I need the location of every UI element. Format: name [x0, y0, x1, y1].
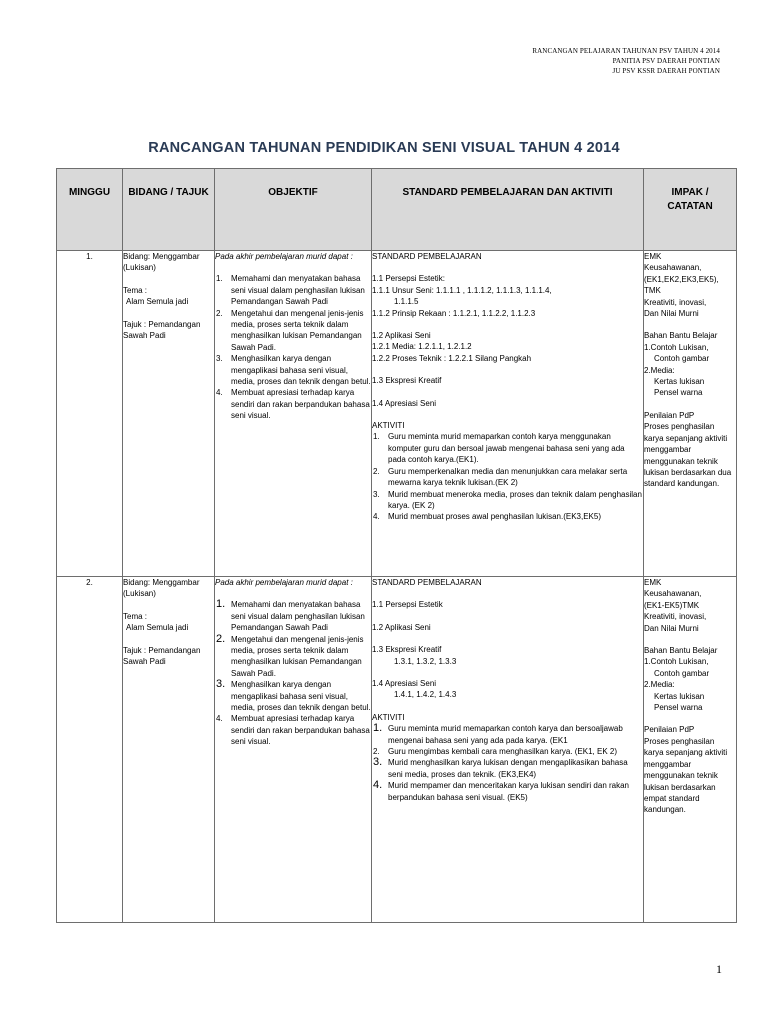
list-item: 2. Guru mengimbas kembali cara menghasilkan karya. (EK1, EK 2) [373, 747, 617, 757]
header-line-2: PANITIA PSV DAERAH PONTIAN [612, 57, 720, 65]
list-item: 3. Menghasilkan karya dengan mengaplikasi bahasa seni visual, media, proses dan teknik dengan betul. [216, 354, 371, 387]
list-item: 3. Murid membuat meneroka media, proses dan teknik dalam penghasilan karya. (EK 2) [373, 489, 642, 510]
tema-label: Tema : [123, 285, 148, 295]
table-row [57, 251, 737, 577]
emk-line: Dan Nilai Murni [644, 309, 699, 319]
col-header-bidang: BIDANG / TAJUK [123, 169, 215, 251]
penilaian-text: Proses penghasilan karya sepanjang aktiviti menggambar menggunakan teknik lukisan berdasarkan dua standard kandungan. [644, 422, 732, 489]
sp-heading: STANDARD PEMBELAJARAN [372, 578, 482, 587]
list-item: 4. Murid membuat proses awal penghasilan lukisan.(EK3,EK5) [373, 512, 601, 522]
header-line-1: RANCANGAN PELAJARAN TAHUNAN PSV TAHUN 4 2014 [532, 47, 720, 55]
impak-cell [644, 251, 737, 577]
yearly-plan-table [56, 168, 737, 923]
list-item: 4. Murid mempamer dan menceritakan karya lukisan sendiri dan rakan berpandukan bahasa seni visual. (EK5) [373, 779, 629, 802]
aktiviti-heading: AKTIVITI [372, 421, 405, 431]
tema-text: Alam Semula jadi [126, 623, 189, 633]
sp-1-2: 1.2 Aplikasi Seni [372, 622, 431, 632]
standard-cell [372, 577, 644, 923]
penilaian-text: Proses penghasilan karya sepanjang aktiviti menggambar menggunakan teknik lukisan berdasarkan empat standard kandungan. [644, 736, 728, 815]
objektif-intro: Pada akhir pembelajaran murid dapat : [215, 252, 353, 261]
bbb-line: 2.Media: [644, 680, 675, 690]
list-item: 4. Membuat apresiasi terhadap karya sendiri dan rakan berpandukan bahasa seni visual. [216, 714, 370, 747]
bbb-line: 1.Contoh Lukisan, [644, 657, 709, 667]
bidang-cell [123, 577, 215, 923]
emk-line: Kreativiti, inovasi, [644, 297, 707, 307]
list-item: 2. Guru memperkenalkan media dan menunjukkan cara melakar serta mewarna karya teknik lukisan.(EK 2) [373, 466, 628, 488]
impak-cell [644, 577, 737, 923]
sp-1-2-1: 1.2.1 Media: 1.2.1.1, 1.2.1.2 [372, 342, 472, 352]
emk-line: TMK [644, 286, 661, 296]
emk-label: EMK [644, 252, 662, 261]
sp-1-2: 1.2 Aplikasi Seni [372, 331, 431, 341]
bbb-line: 1.Contoh Lukisan, [644, 342, 709, 352]
bbb-line: Kertas lukisan [654, 377, 705, 387]
sp-1-1-2: 1.1.2 Prinsip Rekaan : 1.1.2.1, 1.1.2.2, 1.1.2.3 [372, 308, 536, 318]
objektif-list [215, 273, 371, 421]
emk-line: Keusahawanan, [644, 589, 702, 599]
bidang-text: Bidang: Menggambar (Lukisan) [123, 578, 200, 599]
emk-line: Dan Nilai Murni [644, 623, 699, 633]
standard-cell [372, 251, 644, 577]
objektif-cell [215, 577, 372, 923]
sp-1-1: 1.1 Persepsi Estetik: [372, 274, 445, 284]
table-row [57, 577, 737, 923]
emk-line: Keusahawanan, [644, 263, 702, 273]
sp-1-3: 1.3 Ekspresi Kreatif [372, 376, 442, 386]
list-item: 4. Membuat apresiasi terhadap karya sendiri dan rakan berpandukan bahasa seni visual. [216, 388, 370, 421]
sp-1-4-values: 1.4.1, 1.4.2, 1.4.3 [394, 690, 457, 700]
tajuk-text: Tajuk : Pemandangan Sawah Padi [123, 319, 201, 341]
document-title: RANCANGAN TAHUNAN PENDIDIKAN SENI VISUAL TAHUN 4 2014 [148, 140, 620, 156]
bbb-line: Pensel warna [654, 703, 703, 713]
table-header-row [57, 169, 737, 251]
list-item: 3. Menghasilkan karya dengan mengaplikasi bahasa seni visual, media, proses dan teknik dengan betul. [216, 678, 371, 713]
list-item: 1. Guru meminta murid memaparkan contoh karya menggunakan komputer guru dan bersoal jawab mengenai bahasa seni yang ada pada contoh karya.(EK1). [373, 432, 625, 465]
penilaian-label: Penilaian PdP [644, 725, 695, 735]
objektif-list [215, 599, 371, 747]
emk-label: EMK [644, 578, 662, 587]
sp-1-1: 1.1 Persepsi Estetik [372, 600, 443, 610]
bbb-line: 2.Media: [644, 365, 675, 375]
tema-text: Alam Semula jadi [126, 297, 189, 307]
list-item: 2. Mengetahui dan mengenal jenis-jenis media, proses serta teknik dalam menghasilkan lukisan Pemandangan Sawah Padi. [216, 632, 364, 678]
list-item: 1. Guru meminta murid memaparkan contoh karya dan bersoaljawab mengenai bahasa seni yang ada pada karya. (EK1 [373, 722, 623, 745]
sp-1-3-values: 1.3.1, 1.3.2, 1.3.3 [394, 656, 457, 666]
bbb-label: Bahan Bantu Belajar [644, 646, 718, 656]
col-header-objektif: OBJEKTIF [215, 169, 372, 251]
list-item: 3. Murid menghasilkan karya lukisan dengan mengaplikasikan bahasa seni media, proses dan teknik. (EK3,EK4) [373, 756, 628, 779]
bbb-line: Kertas lukisan [654, 691, 705, 701]
sp-1-1-1b: 1.1.1.5 [394, 297, 419, 307]
bbb-line: Pensel warna [654, 388, 703, 398]
sp-heading: STANDARD PEMBELAJARAN [372, 252, 482, 261]
minggu-cell: 2. [57, 577, 123, 923]
aktiviti-heading: AKTIVITI [372, 712, 405, 722]
sp-1-1-1: 1.1.1 Unsur Seni: 1.1.1.1 , 1.1.1.2, 1.1.1.3, 1.1.1.4, [372, 285, 552, 295]
header-line-3: JU PSV KSSR DAERAH PONTIAN [612, 67, 720, 75]
bidang-cell [123, 251, 215, 577]
document-header [532, 46, 720, 76]
minggu-cell: 1. [57, 251, 123, 577]
objektif-cell [215, 251, 372, 577]
emk-line: (EK1,EK2,EK3,EK5), [644, 274, 719, 284]
objektif-intro: Pada akhir pembelajaran murid dapat : [215, 578, 353, 587]
penilaian-label: Penilaian PdP [644, 410, 695, 420]
aktiviti-list [372, 723, 643, 803]
bbb-line: Contoh gambar [654, 668, 710, 678]
list-item: 2. Mengetahui dan mengenal jenis-jenis media, proses serta teknik dalam menghasilkan lukisan Pemandangan Sawah Padi. [216, 308, 364, 352]
tajuk-text: Tajuk : Pemandangan Sawah Padi [123, 645, 201, 667]
col-header-impak: IMPAK / CATATAN [644, 169, 737, 251]
bbb-line: Contoh gambar [654, 354, 710, 364]
emk-line: Kreativiti, inovasi, [644, 612, 707, 622]
list-item: 1. Memahami dan menyatakan bahasa seni visual dalam penghasilan lukisan Pemandangan Sawah Padi [216, 274, 365, 307]
aktiviti-list [372, 431, 643, 522]
bbb-label: Bahan Bantu Belajar [644, 331, 718, 341]
sp-1-2-2: 1.2.2 Proses Teknik : 1.2.2.1 Silang Pangkah [372, 353, 532, 363]
emk-line: (EK1-EK5)TMK [644, 600, 700, 610]
page-number: 1 [716, 962, 722, 976]
sp-1-4: 1.4 Apresiasi Seni [372, 398, 437, 408]
sp-1-3: 1.3 Ekspresi Kreatif [372, 645, 442, 655]
col-header-minggu: MINGGU [57, 169, 123, 251]
bidang-text: Bidang: Menggambar (Lukisan) [123, 252, 200, 273]
sp-1-4: 1.4 Apresiasi Seni [372, 679, 437, 689]
col-header-standard: STANDARD PEMBELAJARAN DAN AKTIVITI [372, 169, 644, 251]
tema-label: Tema : [123, 611, 148, 621]
list-item: 1. Memahami dan menyatakan bahasa seni visual dalam penghasilan lukisan Pemandangan Sawah Padi [216, 598, 365, 633]
